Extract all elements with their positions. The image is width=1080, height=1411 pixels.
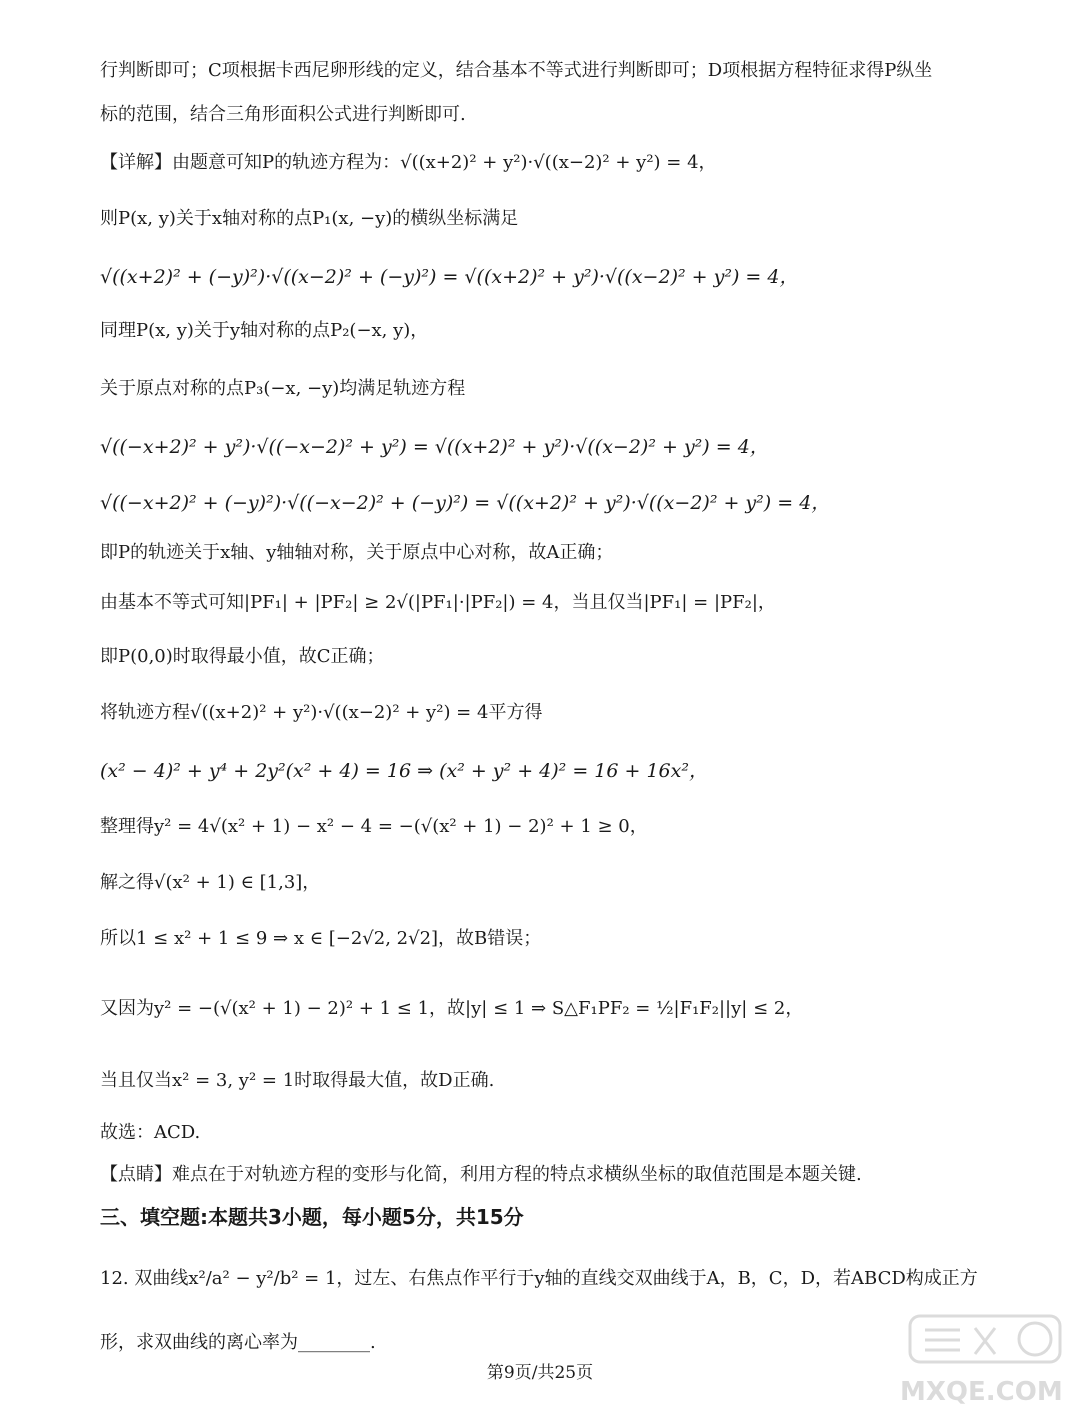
question-12-line-2: 形，求双曲线的离心率为________. [100, 1332, 376, 1353]
text-line-17: 所以1 ≤ x² + 1 ≤ 9 ⇒ x ∈ [−2√2, 2√2]，故B错误； [100, 928, 542, 949]
text-line-16: 解之得√(x² + 1) ∈ [1,3]， [100, 872, 321, 893]
text-line-10: 即P的轨迹关于x轴、y轴轴对称，关于原点中心对称，故A正确； [100, 542, 614, 563]
equation-line-3: √((−x+2)² + (−y)²)·√((−x−2)² + (−y)²) = √((x+2)² + y²)·√((x−2)² + y²) = 4， [100, 492, 831, 514]
text-line-15: 整理得y² = 4√(x² + 1) − x² − 4 = −(√(x² + 1) − 2)² + 1 ≥ 0， [100, 816, 648, 837]
text-line-20: 故选：ACD. [100, 1122, 201, 1143]
text-line-12: 即P(0,0)时取得最小值，故C正确； [100, 646, 385, 667]
detail-line-1: 【详解】由题意可知P的轨迹方程为：√((x+2)² + y²)·√((x−2)² + y²) = 4， [100, 152, 717, 173]
section-heading: 三、填空题:本题共3小题，每小题5分，共15分 [100, 1205, 524, 1229]
comment-line: 【点睛】难点在于对轨迹方程的变形与化简，利用方程的特点求横纵坐标的取值范围是本题关键. [100, 1164, 862, 1185]
text-line-1: 行判断即可；C项根据卡西尼卵形线的定义，结合基本不等式进行判断即可；D项根据方程特征求得P纵坐 [100, 60, 933, 81]
text-line-6: 同理P(x, y)关于y轴对称的点P₂(−x, y)， [100, 320, 429, 341]
equation-line-1: √((x+2)² + (−y)²)·√((x−2)² + (−y)²) = √((x+2)² + y²)·√((x−2)² + y²) = 4， [100, 266, 799, 288]
page-footer: 第9页/共25页 [486, 1363, 594, 1383]
text-line-4: 则P(x, y)关于x轴对称的点P₁(x, −y)的横纵坐标满足 [100, 208, 519, 229]
svg-text:MXQE.COM: MXQE.COM [900, 1377, 1063, 1407]
text-line-19: 当且仅当x² = 3, y² = 1时取得最大值，故D正确. [100, 1070, 495, 1091]
equation-line-4: (x² − 4)² + y⁴ + 2y²(x² + 4) = 16 ⇒ (x² + y² + 4)² = 16 + 16x²， [100, 760, 708, 782]
watermark-logo [880, 1310, 1070, 1410]
text-line-18: 又因为y² = −(√(x² + 1) − 2)² + 1 ≤ 1，故|y| ≤ 1 ⇒ S△F₁PF₂ = ½|F₁F₂||y| ≤ 2， [100, 998, 804, 1019]
text-line-13: 将轨迹方程√((x+2)² + y²)·√((x−2)² + y²) = 4平方得 [100, 702, 543, 723]
question-12-line-1: 12. 双曲线x²/a² − y²/b² = 1，过左、右焦点作平行于y轴的直线交双曲线于A，B，C，D，若ABCD构成正方 [100, 1268, 978, 1289]
text-line-11: 由基本不等式可知|PF₁| + |PF₂| ≥ 2√(|PF₁|·|PF₂|) = 4，当且仅当|PF₁| = |PF₂|， [100, 592, 776, 613]
equation-line-2: √((−x+2)² + y²)·√((−x−2)² + y²) = √((x+2)² + y²)·√((x−2)² + y²) = 4， [100, 436, 769, 458]
text-line-2: 标的范围，结合三角形面积公式进行判断即可. [100, 104, 466, 125]
text-line-7: 关于原点对称的点P₃(−x, −y)均满足轨迹方程 [100, 378, 466, 399]
